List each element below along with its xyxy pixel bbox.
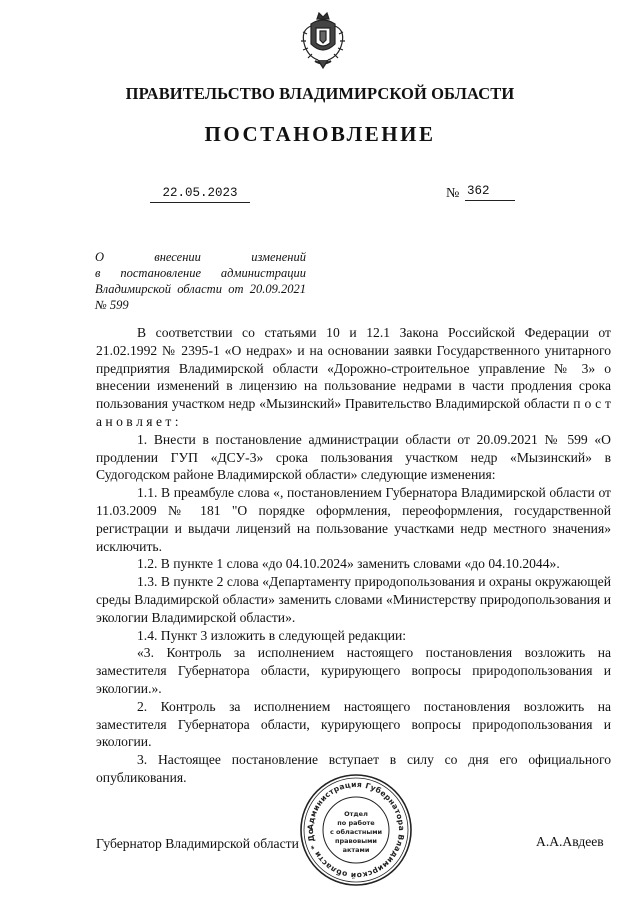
clause-paragraph: 1.3. В пункте 2 слова «Департаменту природопользования и охраны окружающей среды Владимирской области» заменить словами «Министерству природопользования и экологии Владимирской области».	[96, 574, 611, 625]
document-body	[96, 324, 611, 787]
number-label: №	[446, 186, 460, 201]
signer-name: А.А.Авдеев	[536, 834, 604, 849]
stamp-center-line: с областными	[329, 828, 383, 836]
clause-paragraph: 1.4. Пункт 3 изложить в следующей редакции:	[137, 627, 407, 643]
coat-of-arms-icon	[298, 10, 348, 70]
subject-line: О внесении изменений	[95, 250, 306, 264]
clause-paragraph: 3. Настоящее постановление вступает в силу со дня его официального опубликования.	[96, 752, 611, 785]
subject-line: в постановление администрации	[95, 266, 306, 280]
document-type: ПОСТАНОВЛЕНИЕ	[204, 122, 436, 146]
subject-line: Владимирской области от 20.09.2021	[95, 282, 306, 296]
stamp-center-line: правовыми	[335, 837, 377, 845]
stamp-ring-text: Администрация Губернатора Владимирской области * До	[305, 779, 407, 881]
clause-paragraph: «3. Контроль за исполнением настоящего постановления возложить на заместителя Губернатора области, курирующего вопросы природопользования и экологии.».	[96, 645, 611, 696]
official-stamp	[298, 772, 414, 888]
document-number: 362	[465, 184, 515, 201]
document-date: 22.05.2023	[150, 186, 250, 203]
document-subject	[95, 249, 306, 313]
stamp-center-line: актами	[342, 846, 370, 854]
preamble-paragraph: В соответствии со статьями 10 и 12.1 Закона Российской Федерации от 21.02.1992 № 2395-1 «О недрах» и на основании заявки Государственного унитарного предприятия Владимирской области «Дорожно-строительное управление № 3» о внесении изменений в лицензию на пользование недрами в части продления срока пользования участком недр «Мызинский» Правительство Владимирской области п о с т а н о в л я е т :	[96, 325, 611, 429]
stamp-center-line: Отдел	[344, 810, 368, 818]
subject-line: № 599	[95, 298, 129, 312]
signer-position: Губернатор Владимирской области	[96, 836, 299, 851]
clause-paragraph: 1. Внести в постановление администрации области от 20.09.2021 № 599 «О продлении ГУП «ДСУ-3» срока пользования участком недр «Мызинский» в Судогодском районе Владимирской области» следующие изменения:	[96, 431, 611, 483]
clause-paragraph: 2. Контроль за исполнением настоящего постановления возложить на заместителя Губернатора области, курирующего вопросы природопользования и экологии.	[96, 698, 611, 750]
clause-paragraph: 1.1. В преамбуле слова «, постановлением Губернатора Владимирской области от 11.03.2009 № 181 "О порядке оформления, переоформления, государственной регистрации и выдачи лицензий на пользование участками недр местного значения» исключить.	[96, 485, 611, 554]
stamp-center-line: по работе	[337, 819, 375, 827]
organization-title: ПРАВИТЕЛЬСТВО ВЛАДИМИРСКОЙ ОБЛАСТИ	[125, 84, 515, 103]
clause-paragraph: 1.2. В пункте 1 слова «до 04.10.2024» заменить словами «до 04.10.2044».	[137, 556, 560, 572]
